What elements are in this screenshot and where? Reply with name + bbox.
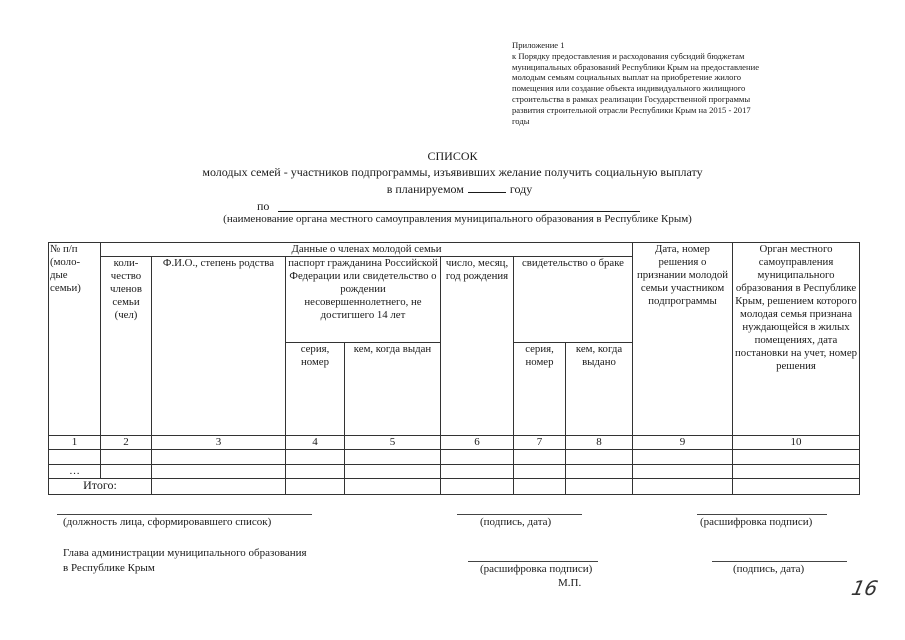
column-number: 3 bbox=[152, 436, 286, 450]
appendix-line: молодым семьям социальных выплат на приобретение жилого bbox=[512, 72, 742, 83]
table-cell[interactable] bbox=[286, 465, 345, 479]
appendix-line: к Порядку предоставления и расходования субсидий бюджетам bbox=[512, 50, 745, 61]
col-header-marriage-issued: кем, когда выдано bbox=[566, 343, 633, 436]
table-row bbox=[49, 465, 860, 479]
signature-date-line-2[interactable] bbox=[712, 561, 847, 562]
decoding-caption-1: (расшифровка подписи) bbox=[700, 516, 813, 528]
column-number: 7 bbox=[514, 436, 566, 450]
head-title-line1: Глава администрации муниципального образования bbox=[63, 547, 307, 559]
table-cell[interactable] bbox=[633, 479, 733, 495]
table-cell[interactable] bbox=[101, 450, 152, 465]
table-cell[interactable] bbox=[152, 465, 286, 479]
signature-date-caption-2: (подпись, дата) bbox=[733, 563, 805, 575]
appendix-line: помещения или создание объекта индивидуального жилищного bbox=[512, 83, 746, 94]
planned-year-line bbox=[0, 181, 905, 197]
table-cell[interactable] bbox=[566, 465, 633, 479]
total-label: Итого: bbox=[49, 479, 152, 495]
col-header-members-count: коли- чество членов семьи (чел) bbox=[101, 257, 152, 436]
column-number: 5 bbox=[345, 436, 441, 450]
table-cell[interactable] bbox=[733, 450, 860, 465]
col-header-passport: паспорт гражданина Российской Федерации или свидетельство о рождении несовершеннолетнего, не достигшего 14 лет bbox=[286, 257, 441, 343]
col-group-header-family-data: Данные о членах молодой семьи bbox=[101, 243, 633, 257]
signature-date-caption-1: (подпись, дата) bbox=[480, 516, 552, 528]
table-cell[interactable] bbox=[514, 450, 566, 465]
table-cell[interactable] bbox=[514, 465, 566, 479]
column-number: 4 bbox=[286, 436, 345, 450]
table-cell[interactable] bbox=[49, 450, 101, 465]
col-header-birthdate: число, месяц, год рождения bbox=[441, 257, 514, 436]
appendix-line: муниципальных образований Республики Крым на предоставление bbox=[512, 61, 760, 72]
col-header-marriage-cert: свидетельство о браке bbox=[514, 257, 633, 343]
table-cell[interactable] bbox=[152, 450, 286, 465]
col-header-number: № п/п (моло- дые семьи) bbox=[49, 243, 101, 436]
planned-year-prefix: в планируемом bbox=[386, 182, 464, 196]
table-cell[interactable] bbox=[566, 450, 633, 465]
document-subtitle: молодых семей - участников подпрограммы, изъявивших желание получить социальную выплату bbox=[202, 165, 703, 179]
org-name-blank-field[interactable] bbox=[278, 211, 640, 212]
table-cell[interactable] bbox=[733, 479, 860, 495]
table-cell[interactable] bbox=[286, 479, 345, 495]
table-cell[interactable] bbox=[633, 465, 733, 479]
table-cell[interactable] bbox=[345, 479, 441, 495]
decoding-line-2[interactable] bbox=[468, 561, 598, 562]
table-cell[interactable] bbox=[441, 479, 514, 495]
column-number: 2 bbox=[101, 436, 152, 450]
decoding-caption-2: (расшифровка подписи) bbox=[480, 563, 593, 575]
col-header-decision: Дата, номер решения о признании молодой семьи участником подпрограммы bbox=[633, 243, 733, 436]
signature-date-line-1[interactable] bbox=[457, 514, 582, 515]
table-cell[interactable] bbox=[101, 465, 152, 479]
col-header-passport-series: серия, номер bbox=[286, 343, 345, 436]
decoding-line-1[interactable] bbox=[697, 514, 827, 515]
head-title-line2: в Республике Крым bbox=[63, 562, 155, 574]
column-number: 9 bbox=[633, 436, 733, 450]
table-cell[interactable] bbox=[566, 479, 633, 495]
families-table bbox=[48, 242, 860, 495]
col-header-authority: Орган местного самоуправления муниципального образования в Республике Крым, решением которого молодая семья признана нуждающейся в жилых помещениях, дата постановки на учет, номер решения bbox=[733, 243, 860, 436]
column-number: 1 bbox=[49, 436, 101, 450]
column-number: 6 bbox=[441, 436, 514, 450]
table-cell[interactable] bbox=[733, 465, 860, 479]
position-signature-line[interactable] bbox=[57, 514, 312, 515]
appendix-block bbox=[512, 40, 852, 126]
position-caption: (должность лица, сформировавшего список) bbox=[63, 516, 272, 528]
ellipsis-cell: … bbox=[49, 465, 101, 479]
column-number: 8 bbox=[566, 436, 633, 450]
year-blank-field[interactable] bbox=[468, 181, 506, 193]
column-numbers-row bbox=[49, 436, 860, 450]
document-title: СПИСОК bbox=[427, 149, 478, 163]
appendix-line: строительства в рамках реализации Государственной программы bbox=[512, 93, 751, 104]
po-label: по bbox=[257, 199, 270, 213]
col-header-passport-issued: кем, когда выдан bbox=[345, 343, 441, 436]
table-cell[interactable] bbox=[514, 479, 566, 495]
table-cell[interactable] bbox=[345, 465, 441, 479]
col-header-marriage-series: серия, номер bbox=[514, 343, 566, 436]
table-row bbox=[49, 450, 860, 465]
table-cell[interactable] bbox=[345, 450, 441, 465]
table-cell[interactable] bbox=[286, 450, 345, 465]
table-cell[interactable] bbox=[152, 479, 286, 495]
appendix-line: годы bbox=[512, 115, 530, 126]
total-row bbox=[49, 479, 860, 495]
org-name-caption: (наименование органа местного самоуправления муниципального образования в Республике Крым) bbox=[223, 213, 692, 225]
table-cell[interactable] bbox=[441, 465, 514, 479]
col-header-fio: Ф.И.О., степень родства bbox=[152, 257, 286, 436]
page-number: 16 bbox=[849, 576, 881, 600]
planned-year-suffix: году bbox=[509, 182, 533, 196]
appendix-line: Приложение 1 bbox=[512, 40, 565, 50]
table-cell[interactable] bbox=[633, 450, 733, 465]
stamp-placeholder: М.П. bbox=[558, 577, 582, 589]
column-number: 10 bbox=[733, 436, 860, 450]
appendix-line: развития строительной отрасли Республики Крым на 2015 - 2017 bbox=[512, 104, 751, 115]
table-cell[interactable] bbox=[441, 450, 514, 465]
